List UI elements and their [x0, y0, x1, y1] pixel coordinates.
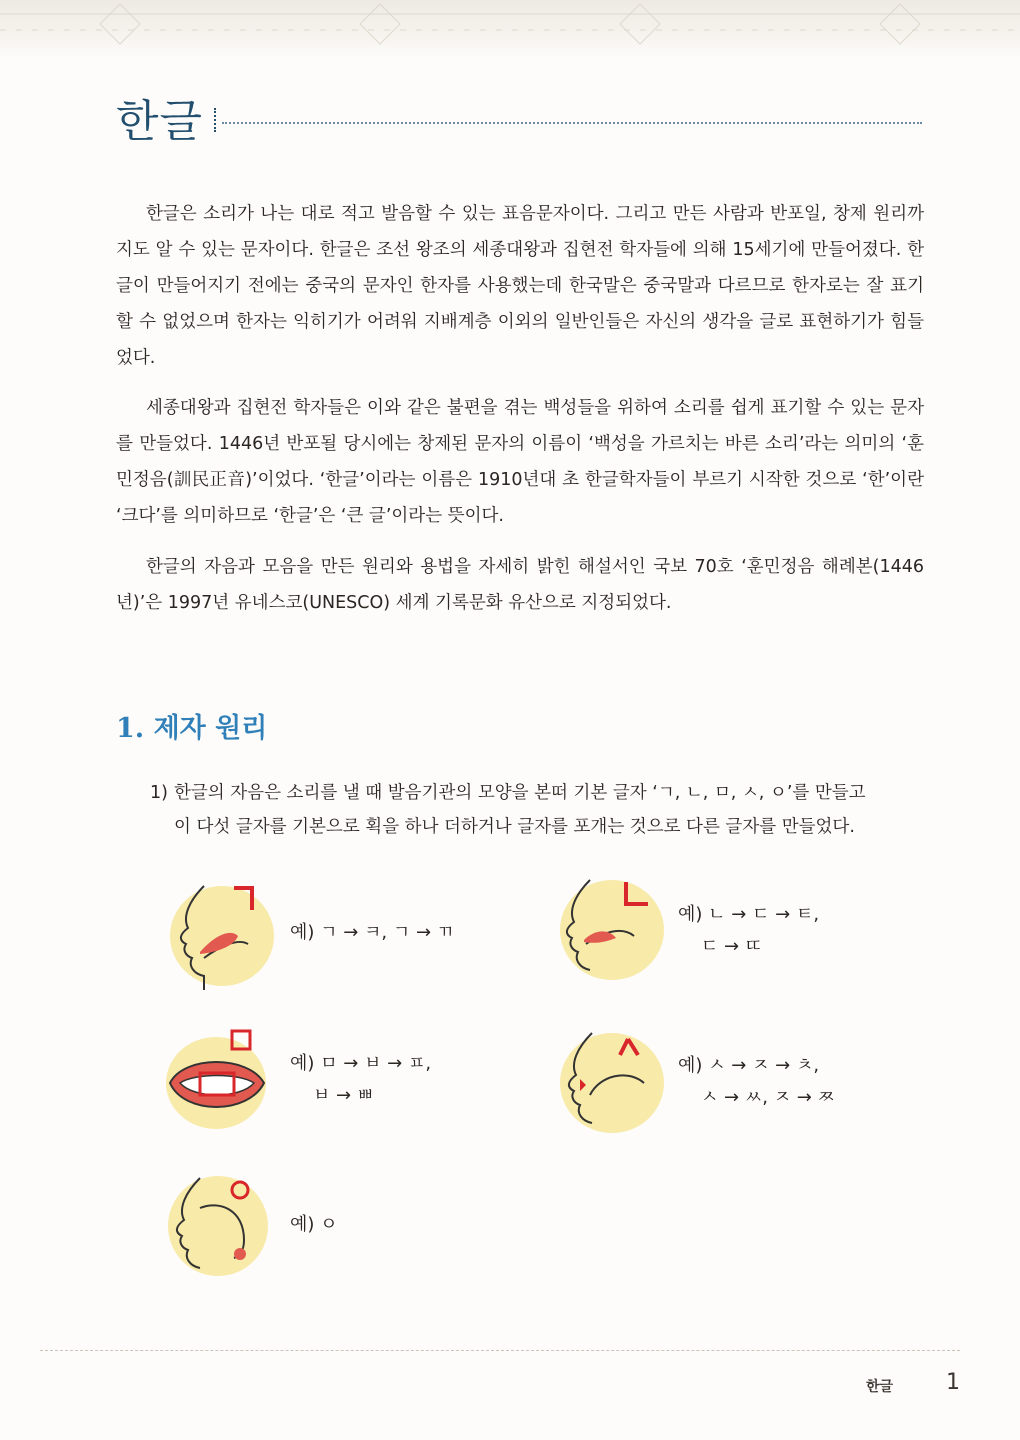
- intro-paragraph: 한글은 소리가 나는 대로 적고 발음할 수 있는 표음문자이다. 그리고 만든 사람과 반포일, 창제 원리까지도 알 수 있는 문자이다. 한글은 조선 왕조의 세종대왕과 집현전 학자들에 의해 15세기에 만들어졌다. 한글이 만들어지기 전에는 중국의 문자인 한자를 사용했는데 한국말은 중국말과 다르므로 한자로는 잘 표기할 수 없었으며 한자는 익히기가 어려워 지배계층 이외의 일반인들은 자신의 생각을 글로 표현하기가 힘들었다.: [116, 204, 924, 368]
- decorative-pattern-icon: [0, 0, 1020, 58]
- example-text-line: 예) ㅅ → ㅈ → ㅊ,: [678, 1055, 820, 1076]
- page-number: 1: [946, 1370, 960, 1395]
- section-heading: 1. 제자 원리: [116, 713, 268, 744]
- example-text-line-2: ㅅ → ㅆ, ㅈ → ㅉ: [678, 1087, 835, 1108]
- example-ieung: [160, 1170, 520, 1280]
- example-giyeok: [160, 880, 520, 990]
- list-line-1: 한글의 자음은 소리를 낼 때 발음기관의 모양을 본떠 기본 글자 ‘ㄱ, ㄴ, ㅁ, ㅅ, ㅇ’를 만들고: [174, 783, 866, 803]
- example-text-line-2: ㅂ → ㅃ: [290, 1085, 375, 1106]
- title-dotted-rule: [222, 122, 922, 124]
- tongue-back-illustration-icon: [160, 880, 280, 990]
- history-paragraph: 세종대왕과 집현전 학자들은 이와 같은 불편을 겪는 백성들을 위하여 소리를 쉽게 표기할 수 있는 문자를 만들었다. 1446년 반포될 당시에는 창제된 문자의 이름이 ‘백성을 가르치는 바른 소리’라는 의미의 ‘훈민정음(訓民正音)’이었다. ‘한글’이라는 이름은 1910년대 초 한글학자들이 부르기 시작한 것으로 ‘한’이란 ‘크다’를 의미하므로 ‘한글’은 ‘큰 글’이라는 뜻이다.: [116, 398, 924, 526]
- top-decorative-band: [0, 0, 1020, 58]
- example-text-line: 예) ㄴ → ㄷ → ㅌ,: [678, 904, 820, 925]
- example-siot: [550, 1025, 930, 1135]
- example-text-line-2: ㄷ → ㄸ: [678, 936, 763, 957]
- tongue-tip-illustration-icon: [550, 870, 670, 980]
- footer-label: 한글: [866, 1379, 894, 1395]
- example-text-line: 예) ㄱ → ㅋ, ㄱ → ㄲ: [290, 922, 455, 943]
- example-text-line: 예) ㅁ → ㅂ → ㅍ,: [290, 1053, 432, 1074]
- list-item: [150, 776, 924, 844]
- list-number: 1): [150, 783, 168, 803]
- title-row: [116, 92, 924, 152]
- title-divider: [214, 108, 216, 132]
- footer-rule: [40, 1350, 960, 1351]
- page-title: 한글: [116, 96, 204, 147]
- throat-illustration-icon: [160, 1170, 280, 1280]
- lips-illustration-icon: [160, 1025, 280, 1135]
- teeth-illustration-icon: [550, 1025, 670, 1135]
- example-nieun: [550, 870, 930, 980]
- list-line-2: 이 다섯 글자를 기본으로 획을 하나 더하거나 글자를 포개는 것으로 다른 글자를 만들었다.: [174, 817, 855, 837]
- heritage-paragraph: 한글의 자음과 모음을 만든 원리와 용법을 자세히 밝힌 해설서인 국보 70호 ‘훈민정음 해례본(1446년)’은 1997년 유네스코(UNESCO) 세계 기록문화 유산으로 지정되었다.: [116, 557, 924, 613]
- example-mieum: [160, 1025, 520, 1135]
- example-text-line: 예) ㅇ: [290, 1214, 338, 1235]
